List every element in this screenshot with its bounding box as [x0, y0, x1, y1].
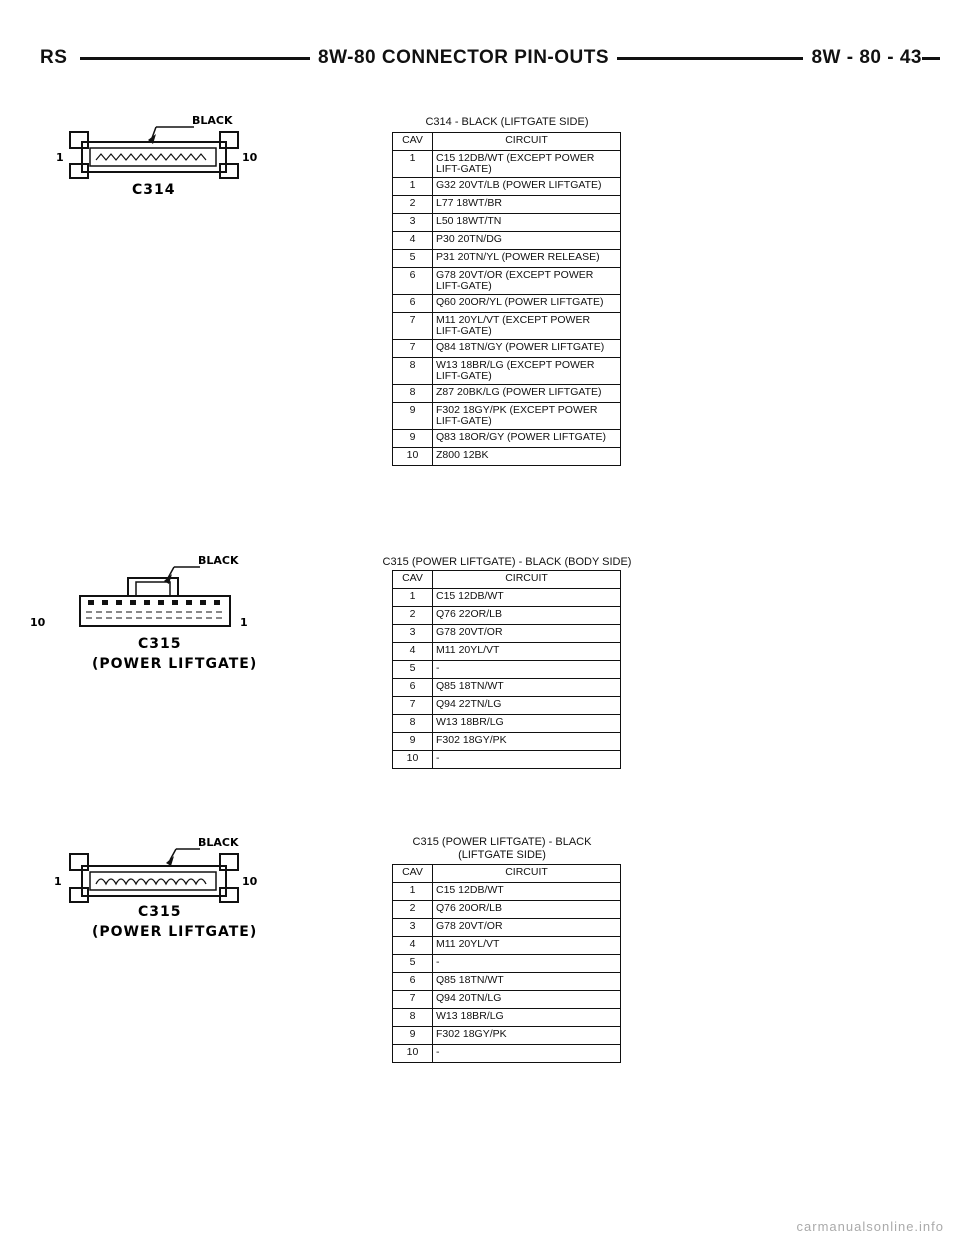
connector-c315-body-diagram: [28, 548, 268, 678]
circuit-cell: Q76 20OR/LB: [433, 901, 621, 919]
cav-cell: 5: [393, 661, 433, 679]
pin-left-number: 1: [56, 151, 64, 164]
watermark-text: carmanualsonline.info: [796, 1219, 944, 1234]
column-header-circuit: CIRCUIT: [433, 865, 621, 883]
cav-cell: 4: [393, 232, 433, 250]
table-row: [393, 196, 621, 214]
table-row: [393, 883, 621, 901]
connector-color-label: BLACK: [192, 114, 233, 127]
cav-cell: 5: [393, 250, 433, 268]
cav-cell: 4: [393, 643, 433, 661]
table-row: [393, 403, 621, 430]
cav-cell: 7: [393, 340, 433, 358]
cav-cell: 1: [393, 151, 433, 178]
circuit-cell: Q83 18OR/GY (POWER LIFTGATE): [433, 430, 621, 448]
circuit-cell: G32 20VT/LB (POWER LIFTGATE): [433, 178, 621, 196]
circuit-cell: W13 18BR/LG (EXCEPT POWER LIFT-GATE): [433, 358, 621, 385]
table-row: [393, 661, 621, 679]
connector-c315-liftgate-diagram: [52, 832, 292, 942]
circuit-cell: Q94 20TN/LG: [433, 991, 621, 1009]
circuit-cell: Z800 12BK: [433, 448, 621, 466]
circuit-cell: P30 20TN/DG: [433, 232, 621, 250]
circuit-cell: W13 18BR/LG: [433, 1009, 621, 1027]
table-row: [393, 625, 621, 643]
cav-cell: 8: [393, 385, 433, 403]
column-header-cav: CAV: [393, 133, 433, 151]
cav-cell: 3: [393, 214, 433, 232]
cav-cell: 3: [393, 919, 433, 937]
table-row: [393, 937, 621, 955]
column-header-cav: CAV: [393, 865, 433, 883]
pin-left-number: 10: [30, 616, 46, 629]
connector-color-label: BLACK: [198, 554, 239, 567]
table-row: [393, 340, 621, 358]
circuit-cell: W13 18BR/LG: [433, 715, 621, 733]
cav-cell: 5: [393, 955, 433, 973]
circuit-cell: P31 20TN/YL (POWER RELEASE): [433, 250, 621, 268]
cav-cell: 2: [393, 607, 433, 625]
table-row: [393, 385, 621, 403]
connector-title: C314 - BLACK (LIFTGATE SIDE): [425, 116, 589, 128]
connector-title: C315 (POWER LIFTGATE) - BLACK (LIFTGATE SIDE): [412, 836, 592, 861]
circuit-cell: F302 18GY/PK (EXCEPT POWER LIFT-GATE): [433, 403, 621, 430]
circuit-cell: L77 18WT/BR: [433, 196, 621, 214]
table-row: [393, 991, 621, 1009]
pinout-table: [392, 570, 621, 769]
connector-subname: (POWER LIFTGATE): [92, 924, 258, 940]
table-row: [393, 901, 621, 919]
cav-cell: 6: [393, 973, 433, 991]
pinout-table: [392, 864, 621, 1063]
circuit-cell: Q60 20OR/YL (POWER LIFTGATE): [433, 295, 621, 313]
connector-name: C314: [132, 182, 176, 198]
cav-cell: 7: [393, 697, 433, 715]
cav-cell: 1: [393, 883, 433, 901]
column-header-circuit: CIRCUIT: [433, 133, 621, 151]
table-row: [393, 733, 621, 751]
cav-cell: 8: [393, 715, 433, 733]
circuit-cell: -: [433, 955, 621, 973]
connector-c314-diagram: [52, 110, 262, 200]
cav-cell: 9: [393, 1027, 433, 1045]
pin-left-number: 1: [54, 875, 62, 888]
circuit-cell: F302 18GY/PK: [433, 1027, 621, 1045]
cav-cell: 6: [393, 268, 433, 295]
cav-cell: 7: [393, 313, 433, 340]
circuit-cell: Q94 22TN/LG: [433, 697, 621, 715]
header-title: 8W-80 CONNECTOR PIN-OUTS: [310, 44, 617, 72]
table-row: [393, 973, 621, 991]
pin-right-number: 1: [240, 616, 248, 629]
cav-cell: 2: [393, 196, 433, 214]
cav-cell: 6: [393, 295, 433, 313]
cav-cell: 1: [393, 589, 433, 607]
page-header: [40, 44, 922, 72]
table-row: [393, 358, 621, 385]
cav-cell: 10: [393, 1045, 433, 1063]
table-row: [393, 679, 621, 697]
column-header-circuit: CIRCUIT: [433, 571, 621, 589]
pin-right-number: 10: [242, 875, 258, 888]
circuit-cell: F302 18GY/PK: [433, 733, 621, 751]
connector-subname: (POWER LIFTGATE): [92, 656, 258, 672]
table-row: [393, 250, 621, 268]
table-row: [393, 1009, 621, 1027]
cav-cell: 10: [393, 751, 433, 769]
cav-cell: 3: [393, 625, 433, 643]
table-row: [393, 178, 621, 196]
cav-cell: 8: [393, 1009, 433, 1027]
table-row: [393, 643, 621, 661]
table-row: [393, 295, 621, 313]
circuit-cell: Q85 18TN/WT: [433, 679, 621, 697]
table-row: [393, 430, 621, 448]
table-row: [393, 955, 621, 973]
table-row: [393, 715, 621, 733]
connector-name: C315: [138, 904, 182, 920]
cav-cell: 9: [393, 430, 433, 448]
connector-color-label: BLACK: [198, 836, 239, 849]
pin-right-number: 10: [242, 151, 258, 164]
circuit-cell: -: [433, 1045, 621, 1063]
table-row: [393, 751, 621, 769]
cav-cell: 6: [393, 679, 433, 697]
connector-title: C315 (POWER LIFTGATE) - BLACK (BODY SIDE): [382, 556, 632, 568]
cav-cell: 9: [393, 403, 433, 430]
table-row: [393, 232, 621, 250]
cav-cell: 8: [393, 358, 433, 385]
circuit-cell: L50 18WT/TN: [433, 214, 621, 232]
circuit-cell: M11 20YL/VT: [433, 643, 621, 661]
circuit-cell: C15 12DB/WT: [433, 883, 621, 901]
circuit-cell: Q85 18TN/WT: [433, 973, 621, 991]
column-header-cav: CAV: [393, 571, 433, 589]
circuit-cell: C15 12DB/WT: [433, 589, 621, 607]
circuit-cell: Z87 20BK/LG (POWER LIFTGATE): [433, 385, 621, 403]
connector-name: C315: [138, 636, 182, 652]
circuit-cell: Q84 18TN/GY (POWER LIFTGATE): [433, 340, 621, 358]
circuit-cell: G78 20VT/OR (EXCEPT POWER LIFT-GATE): [433, 268, 621, 295]
circuit-cell: Q76 22OR/LB: [433, 607, 621, 625]
table-row: [393, 589, 621, 607]
table-row: [393, 268, 621, 295]
pinout-table: [392, 132, 621, 466]
cav-cell: 10: [393, 448, 433, 466]
circuit-cell: C15 12DB/WT (EXCEPT POWER LIFT-GATE): [433, 151, 621, 178]
table-row: [393, 151, 621, 178]
table-row: [393, 1045, 621, 1063]
cav-cell: 7: [393, 991, 433, 1009]
cav-cell: 2: [393, 901, 433, 919]
table-row: [393, 313, 621, 340]
table-row: [393, 697, 621, 715]
table-row: [393, 607, 621, 625]
circuit-cell: M11 20YL/VT (EXCEPT POWER LIFT-GATE): [433, 313, 621, 340]
cav-cell: 9: [393, 733, 433, 751]
cav-cell: 1: [393, 178, 433, 196]
circuit-cell: -: [433, 661, 621, 679]
circuit-cell: G78 20VT/OR: [433, 625, 621, 643]
table-row: [393, 1027, 621, 1045]
circuit-cell: G78 20VT/OR: [433, 919, 621, 937]
circuit-cell: M11 20YL/VT: [433, 937, 621, 955]
table-row: [393, 214, 621, 232]
header-left: RS: [40, 44, 75, 72]
cav-cell: 4: [393, 937, 433, 955]
table-row: [393, 919, 621, 937]
table-row: [393, 448, 621, 466]
circuit-cell: -: [433, 751, 621, 769]
header-page-number: 8W - 80 - 43: [803, 44, 922, 72]
